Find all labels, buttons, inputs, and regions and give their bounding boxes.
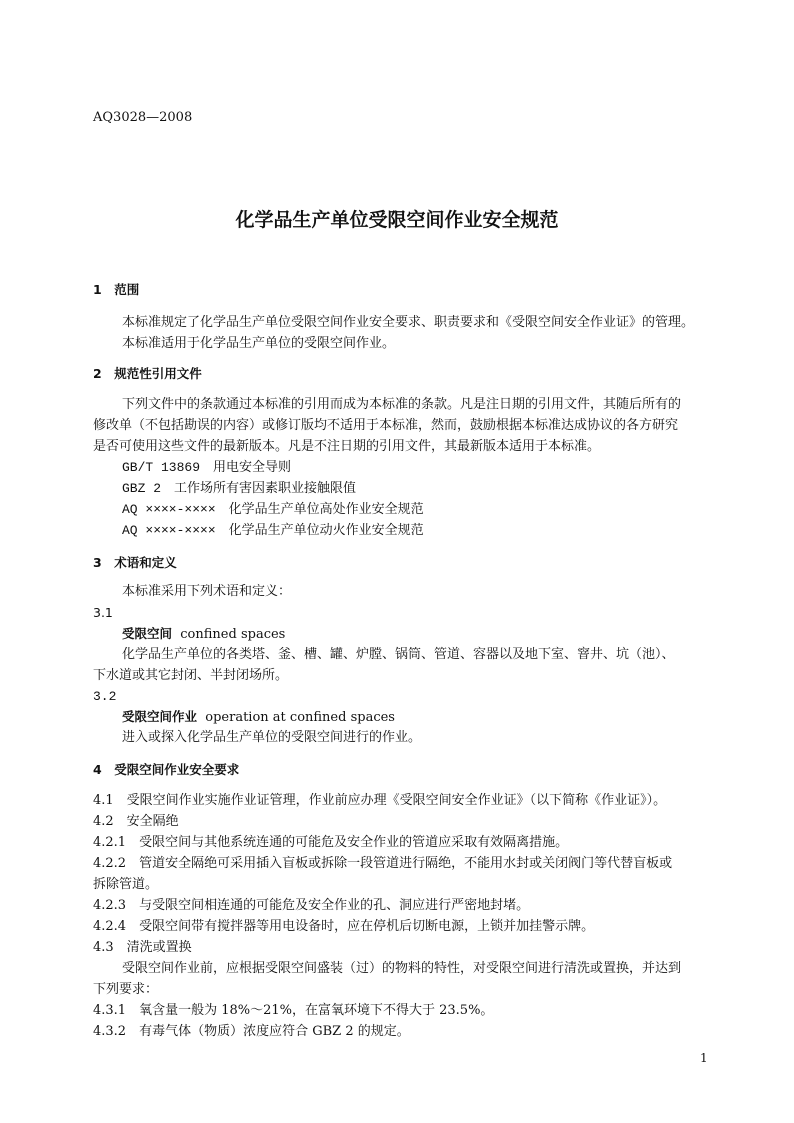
clause-line: 4.2.4 受限空间带有搅拌器等用电设备时，应在停机后切断电源，上锁并加挂警示牌。 [93, 919, 595, 934]
clause-line: 4.3.1 氧含量一般为 18%～21%，在富氧环境下不得大于 23.5%。 [93, 1003, 494, 1018]
term-english: confined spaces [180, 627, 286, 642]
clause-line: 4.1 受限空间作业实施作业证管理，作业前应办理《受限空间安全作业证》（以下简称《作业证》）。 [93, 793, 667, 808]
clause-line: 4.2.2 管道安全隔绝可采用插入盲板或拆除一段管道进行隔绝，不能用水封或关闭阀门等代替盲板或 [93, 856, 673, 871]
term-name: 受限空间 [122, 626, 173, 641]
paragraph-line: 本标准适用于化学品生产单位的受限空间作业。 [122, 336, 396, 351]
term-number: 3.2 [93, 689, 117, 704]
term-english: operation at confined spaces [205, 710, 395, 725]
clause-line: 下列要求： [93, 982, 159, 997]
section-heading-scope: 1 范围 [93, 282, 140, 297]
section-heading-terms: 3 术语和定义 [93, 555, 177, 570]
term-title [122, 626, 285, 643]
term-definition: 下水道或其它封闭、半封闭场所。 [93, 668, 289, 683]
clause-line: 受限空间作业前，应根据受限空间盛装（过）的物料的特性，对受限空间进行清洗或置换，并达到 [122, 961, 682, 976]
clause-line: 4.2 安全隔绝 [93, 814, 179, 829]
term-number: 3.1 [93, 605, 113, 620]
section-heading-requirements: 4 受限空间作业安全要求 [93, 762, 240, 777]
clause-line: 拆除管道。 [93, 877, 159, 892]
clause-line: 4.3.2 有毒气体（物质）浓度应符合 GBZ 2 的规定。 [93, 1024, 410, 1039]
reference-item: AQ ××××-×××× 化学品生产单位高处作业安全规范 [122, 502, 424, 517]
term-name: 受限空间作业 [122, 709, 198, 724]
paragraph-line: 修改单（不包括勘误的内容）或修订版均不适用于本标准，然而，鼓励根据本标准达成协议的各方研究 [93, 418, 679, 433]
term-title [122, 709, 395, 726]
page-title: 化学品生产单位受限空间作业安全规范 [235, 209, 559, 231]
section-heading-references: 2 规范性引用文件 [93, 366, 202, 381]
paragraph-line: 下列文件中的条款通过本标准的引用而成为本标准的条款。凡是注日期的引用文件，其随后所有的 [122, 397, 682, 412]
document-code: AQ3028—2008 [93, 110, 193, 125]
reference-item: GBZ 2 工作场所有害因素职业接触限值 [122, 481, 357, 496]
term-definition: 进入或探入化学品生产单位的受限空间进行的作业。 [122, 730, 422, 745]
clause-line: 4.3 清洗或置换 [93, 940, 192, 955]
paragraph-line: 本标准规定了化学品生产单位受限空间作业安全要求、职责要求和《受限空间安全作业证》的管理。 [122, 315, 695, 330]
reference-item: AQ ××××-×××× 化学品生产单位动火作业安全规范 [122, 523, 424, 538]
page-number: 1 [700, 1051, 708, 1065]
reference-item: GB/T 13869 用电安全导则 [122, 460, 292, 475]
clause-line: 4.2.1 受限空间与其他系统连通的可能危及安全作业的管道应采取有效隔离措施。 [93, 835, 569, 850]
clause-line: 4.2.3 与受限空间相连通的可能危及安全作业的孔、洞应进行严密地封堵。 [93, 898, 530, 913]
term-definition: 化学品生产单位的各类塔、釜、槽、罐、炉膛、锅筒、管道、容器以及地下室、窨井、坑（池）、 [122, 647, 675, 662]
paragraph-line: 是否可使用这些文件的最新版本。凡是不注日期的引用文件，其最新版本适用于本标准。 [93, 439, 601, 454]
paragraph-line: 本标准采用下列术语和定义： [122, 584, 292, 599]
